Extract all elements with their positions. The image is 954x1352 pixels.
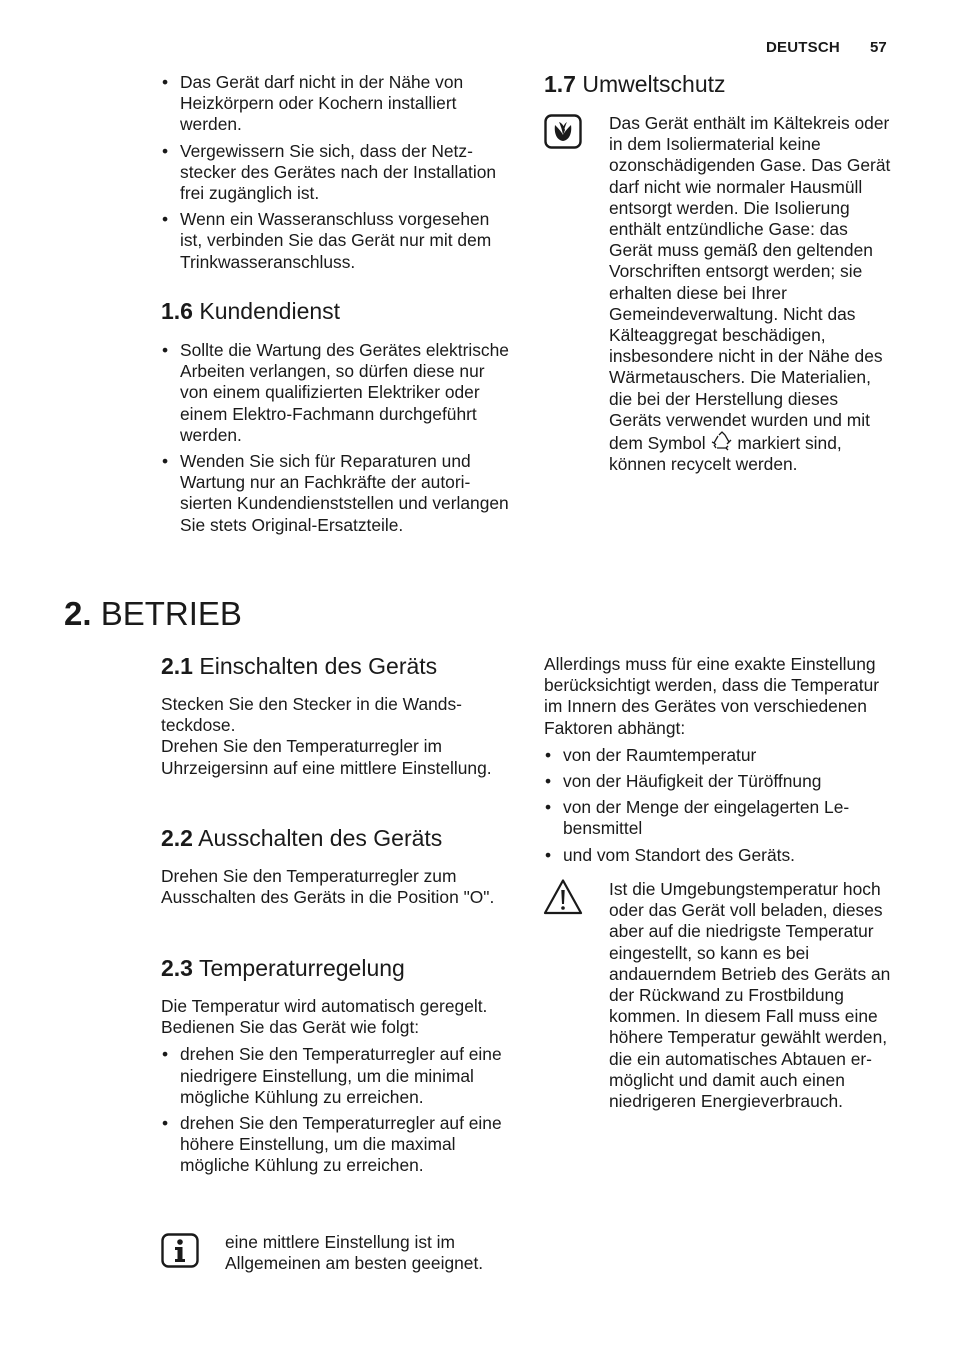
chapter-heading <box>64 594 242 634</box>
temperaturregelung-block <box>161 996 511 1182</box>
list-item: • von der Raumtemperatur <box>544 745 889 766</box>
list-item: • Das Gerät darf nicht in der Nähe von Heizkörpern oder Kochern installiert werden. <box>161 72 516 136</box>
section-title: Umweltschutz <box>582 71 726 97</box>
list-item: • drehen Sie den Temperaturregler auf eine niedrigere Einstellung, um die minimal mögliche Kühlung zu erreichen. <box>161 1044 511 1108</box>
list-item: • Vergewissern Sie sich, dass der Netzstecker des Gerätes nach der Installation frei zugänglich ist. <box>161 141 516 205</box>
section-title: Ausschalten des Geräts <box>198 825 443 851</box>
environment-icon <box>544 114 582 157</box>
recycle-icon <box>711 431 733 451</box>
list-item: • Wenden Sie sich für Reparaturen und Wartung nur an Fachkräfte der autorisierten Kundendienststellen und verlangen Sie stets Original-Ersatzteile. <box>161 451 509 536</box>
chapter-number: 2. <box>64 595 92 632</box>
section-heading-2-2 <box>161 824 442 852</box>
section-number: 2.2 <box>161 825 193 851</box>
section-number: 1.6 <box>161 298 193 324</box>
info-icon <box>161 1233 199 1276</box>
warning-text: Ist die Umgebungstemperatur hoch oder das Gerät voll beladen, dieses aber auf die niedrigste Temperatur eingestellt, so kann es bei andauerndem Betrieb des Geräts an der Rückwand zu Frostbildung kommen. In diesem Fall muss eine höhere Temperatur gewählt werden, die ein automatisches Abtauen ermöglicht und damit auch einen niedrigeren Energieverbrauch. <box>609 879 891 1112</box>
paragraph: Die Temperatur wird automatisch geregelt. <box>161 996 488 1016</box>
ausschalten-block <box>161 866 506 908</box>
paragraph: Drehen Sie den Temperaturregler im Uhrzeigersinn auf eine mittlere Einstellung. <box>161 736 492 778</box>
info-text: eine mittlere Einstellung ist im Allgemeinen am besten geeignet. <box>225 1232 484 1274</box>
list-item: • von der Menge der eingelagerten Lebensmittel <box>544 797 889 839</box>
warning-icon <box>543 878 583 921</box>
header-language: DEUTSCH <box>766 39 840 56</box>
paragraph: Bedienen Sie das Gerät wie folgt: <box>161 1017 420 1038</box>
list-item: • Sollte die Wartung des Gerätes elektrische Arbeiten verlangen, so dürfen diese nur von einem qualifizierten Elektriker oder einem Elektro-Fachmann durchgeführt werden. <box>161 340 509 446</box>
info-note <box>225 1232 505 1274</box>
section-heading-1-6 <box>161 297 340 325</box>
bullet-list <box>161 340 509 536</box>
section-title: Temperaturregelung <box>198 955 405 981</box>
list-item: • drehen Sie den Temperaturregler auf eine höhere Einstellung, um die maximal mögliche Kühlung zu erreichen. <box>161 1113 511 1177</box>
section-heading-1-7 <box>544 70 726 98</box>
list-item: • und vom Standort des Geräts. <box>544 845 889 866</box>
kundendienst-block <box>161 340 509 541</box>
section-number: 2.1 <box>161 653 193 679</box>
bullet-list <box>161 1044 511 1176</box>
section-number: 2.3 <box>161 955 193 981</box>
umweltschutz-paragraph-end: markiert sind, können recycelt werden. <box>609 433 842 475</box>
page-number: 57 <box>870 39 887 56</box>
left-top-bullets-block <box>161 72 516 278</box>
factors-block <box>544 654 889 871</box>
umweltschutz-text <box>609 113 894 475</box>
bullet-list <box>544 745 889 866</box>
list-item: • Wenn ein Wasseranschluss vorgesehen ist, verbinden Sie das Gerät nur mit dem Trinkwasseranschluss. <box>161 209 516 273</box>
section-title: Einschalten des Geräts <box>199 653 438 679</box>
section-title: Kundendienst <box>199 298 341 324</box>
paragraph: Stecken Sie den Stecker in die Wandsteckdose. <box>161 694 462 736</box>
section-number: 1.7 <box>544 71 576 97</box>
umweltschutz-paragraph: Das Gerät enthält im Kältekreis oder in dem Isoliermaterial keine ozonschädigenden Gase. Das Gerät darf nicht wie normaler Hausmüll entsorgt werden. Die Isolierung enthält entzündliche Gase: das Gerät muss gemäß den geltenden Vorschriften entsorgt werden; sie erhalten diese bei Ihrer Gemeindeverwaltung. Nicht das Kälteaggregat beschädigen, insbesondere nicht in der Nähe des Wärmetauschers. Die Materialien, die bei der Herstellung dieses Geräts verwendet wurden und mit dem Symbol <box>609 113 891 454</box>
einschalten-block <box>161 694 506 779</box>
paragraph: Drehen Sie den Temperaturregler zum Ausschalten des Geräts in die Position "O". <box>161 866 495 908</box>
section-heading-2-1 <box>161 652 437 680</box>
chapter-title: BETRIEB <box>100 595 242 632</box>
section-heading-2-3 <box>161 954 405 982</box>
bullet-list <box>161 72 516 273</box>
paragraph: Allerdings muss für eine exakte Einstellung berücksichtigt werden, dass die Temperatur im Innern des Gerätes von verschiedenen Faktoren abhängt: <box>544 654 880 738</box>
list-item: • von der Häufigkeit der Türöffnung <box>544 771 889 792</box>
warning-note <box>609 879 894 1112</box>
